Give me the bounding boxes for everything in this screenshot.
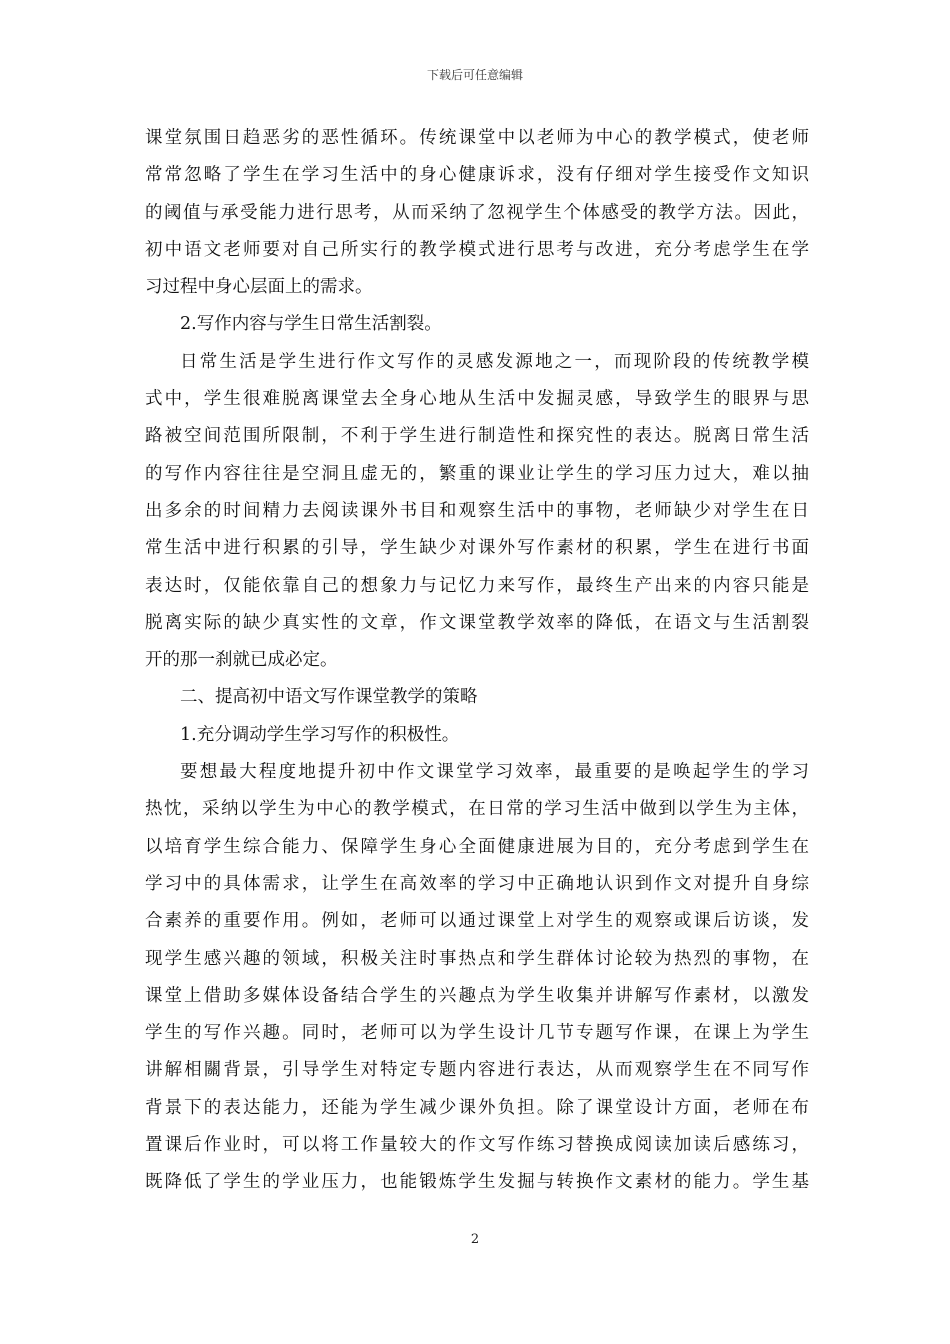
text-line: 要想最大程度地提升初中作文课堂学习效率，最重要的是唤起学生的学习 — [180, 762, 809, 783]
text-line: 背景下的表达能力，还能为学生减少课外负担。除了课堂设计方面，老师在布 — [145, 1097, 809, 1118]
section-heading: 1.充分调动学生学习写作的积极性。 — [180, 724, 460, 745]
document-body — [145, 120, 809, 1202]
section-heading: 2.写作内容与学生日常生活割裂。 — [180, 314, 442, 335]
text-line: 学生的写作兴趣。同时，老师可以为学生设计几节专题写作课，在课上为学生 — [145, 1023, 809, 1044]
text-line: 表达时，仅能依靠自己的想象力与记忆力来写作，最终生产出来的内容只能是 — [145, 575, 809, 596]
text-line: 日常生活是学生进行作文写作的灵感发源地之一，而现阶段的传统教学模 — [180, 351, 809, 372]
text-line: 式中，学生很难脱离课堂去全身心地从生活中发掘灵感，导致学生的眼界与思 — [145, 389, 809, 410]
text-line: 开的那一刹就已成必定。 — [145, 650, 338, 671]
text-line: 课堂上借助多媒体设备结合学生的兴趣点为学生收集并讲解写作素材，以激发 — [145, 985, 809, 1006]
text-line: 讲解相關背景，引导学生对特定专题内容进行表达，从而观察学生在不同写作 — [145, 1060, 809, 1081]
text-line: 脱离实际的缺少真实性的文章，作文课堂教学效率的降低，在语文与生活割裂 — [145, 612, 809, 633]
text-line: 习过程中身心层面上的需求。 — [145, 277, 373, 298]
text-line: 既降低了学生的学业压力，也能锻炼学生发掘与转换作文素材的能力。学生基 — [145, 1172, 809, 1193]
page-header: 下载后可任意编辑 — [426, 68, 523, 82]
text-line: 常常忽略了学生在学习生活中的身心健康诉求，没有仔细对学生接受作文知识 — [145, 165, 809, 186]
text-line: 以培育学生综合能力、保障学生身心全面健康进展为目的，充分考虑到学生在 — [145, 836, 809, 857]
text-line: 初中语文老师要对自己所实行的教学模式进行思考与改进，充分考虑学生在学 — [145, 239, 809, 260]
text-line: 的阈值与承受能力进行思考，从而采纳了忽视学生个体感受的教学方法。因此， — [145, 202, 809, 223]
text-line: 路被空间范围所限制，不利于学生进行制造性和探究性的表达。脱离日常生活 — [145, 426, 809, 447]
text-line: 现学生感兴趣的领域，积极关注时事热点和学生群体讨论较为热烈的事物，在 — [145, 948, 809, 969]
text-line: 的写作内容往往是空洞且虚无的，繁重的课业让学生的学习压力过大，难以抽 — [145, 463, 809, 484]
text-line: 热忱，采纳以学生为中心的教学模式，在日常的学习生活中做到以学生为主体， — [145, 799, 809, 820]
text-line: 置课后作业时，可以将工作量较大的作文写作练习替换成阅读加读后感练习， — [145, 1135, 809, 1156]
text-line: 出多余的时间精力去阅读课外书目和观察生活中的事物，老师缺少对学生在日 — [145, 500, 809, 521]
text-line: 常生活中进行积累的引导，学生缺少对课外写作素材的积累，学生在进行书面 — [145, 538, 809, 559]
text-line: 合素养的重要作用。例如，老师可以通过课堂上对学生的观察或课后访谈，发 — [145, 911, 809, 932]
section-heading: 二、提高初中语文写作课堂教学的策略 — [180, 687, 478, 708]
text-line: 课堂氛围日趋恶劣的恶性循环。传统课堂中以老师为中心的教学模式，使老师 — [145, 128, 809, 148]
page-number: 2 — [470, 1232, 480, 1247]
text-line: 学习中的具体需求，让学生在高效率的学习中正确地认识到作文对提升自身综 — [145, 873, 809, 894]
